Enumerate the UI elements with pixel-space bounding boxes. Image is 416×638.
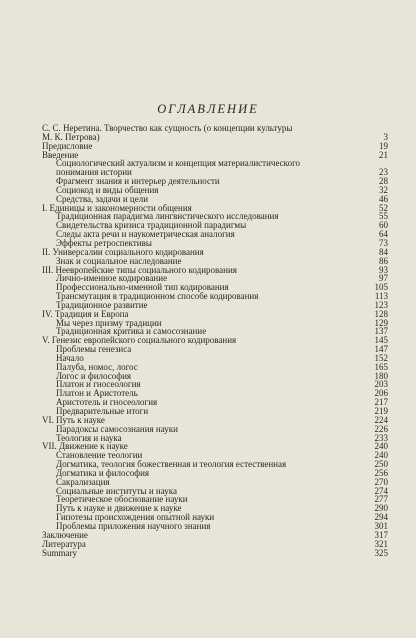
toc-entry-text: Мы через призму традиции bbox=[56, 317, 162, 328]
toc-entry-text: Введение bbox=[42, 149, 79, 160]
toc-entry-text: Заключение bbox=[42, 529, 88, 540]
toc-entry-text: Свидетельства кризиса традиционной парадигмы bbox=[56, 220, 247, 231]
toc-entry-text: Знак и социальное наследование bbox=[56, 255, 182, 266]
toc-entry-page: 240 bbox=[374, 450, 388, 461]
toc-entry-text: Социологический актуализм и концепция материалистического bbox=[56, 158, 301, 169]
toc-entry-page: 325 bbox=[374, 547, 388, 558]
toc-entry-page: 28 bbox=[379, 176, 388, 187]
toc-entry-text: Традиционное развитие bbox=[56, 299, 148, 310]
toc-entry-page: 294 bbox=[374, 512, 388, 523]
toc-entry-text: V. Генезис европейского социального кодирования bbox=[42, 335, 237, 346]
toc-entry bbox=[42, 531, 388, 540]
toc-entry-page: 250 bbox=[374, 459, 388, 470]
toc-entry-page: 224 bbox=[374, 414, 388, 425]
toc-entry-page: 60 bbox=[379, 220, 388, 231]
toc-entry-text: Summary bbox=[42, 547, 77, 558]
toc-entry-page: 147 bbox=[374, 344, 388, 355]
toc-entry-page: 19 bbox=[379, 140, 388, 151]
toc-entry-page: 203 bbox=[374, 379, 388, 390]
toc-entry-page: 86 bbox=[379, 255, 388, 266]
toc-entry-text: Лично-именное кодирование bbox=[56, 273, 168, 284]
toc-entry-page: 137 bbox=[374, 326, 388, 337]
toc-entry-text: Догматика, теология божественная и теология естественная bbox=[56, 459, 287, 470]
toc-entry-page: 152 bbox=[374, 352, 388, 363]
toc-entry-page: 145 bbox=[374, 335, 388, 346]
toc-entry-page: 256 bbox=[374, 467, 388, 478]
toc-entry-page: 105 bbox=[374, 282, 388, 293]
toc-entry-text: Средства, задачи и цели bbox=[56, 193, 149, 204]
toc-entry-text: I. Единицы и закономерности общения bbox=[42, 202, 192, 213]
toc-entry-text: III. Неевропейские типы социального кодирования bbox=[42, 264, 237, 275]
toc-entry-text: Проблемы приложения научного знания bbox=[56, 520, 211, 531]
toc-entry-text: М. К. Петрова) bbox=[42, 131, 100, 142]
toc-entry-text: VI. Путь к науке bbox=[42, 414, 105, 425]
toc-entry-page: 240 bbox=[374, 441, 388, 452]
toc-entry-page: 301 bbox=[374, 520, 388, 531]
toc-entry-text: Теоретическое обоснование науки bbox=[56, 494, 188, 505]
toc-entry-page: 270 bbox=[374, 476, 388, 487]
toc-entry-page: 290 bbox=[374, 503, 388, 514]
toc-entry-text: Профессионально-именной тип кодирования bbox=[56, 282, 229, 293]
toc-entry-text: Традиционная парадигма лингвистического исследования bbox=[56, 211, 279, 222]
toc-entry-page: 206 bbox=[374, 388, 388, 399]
toc-entry-page: 180 bbox=[374, 370, 388, 381]
toc-entry-text: Проблемы генезиса bbox=[56, 344, 132, 355]
toc-entry-text: Социальные институты и наука bbox=[56, 485, 177, 496]
toc-entry-page: 113 bbox=[374, 291, 388, 302]
toc-entry-page: 128 bbox=[374, 308, 388, 319]
toc-entry-page: 219 bbox=[374, 406, 388, 416]
toc-entry-page: 52 bbox=[379, 202, 388, 213]
page-title: ОГЛАВЛЕНИЕ bbox=[157, 102, 259, 116]
toc-entry-page: 217 bbox=[374, 397, 388, 408]
toc-entry-text: Фрагмент знания и интерьер деятельности bbox=[56, 176, 220, 187]
toc-entry-text: Традиционная критика и самосознание bbox=[56, 326, 207, 337]
toc-entry-text: Путь к науке и движение к науке bbox=[56, 503, 182, 514]
toc-entry-page: 73 bbox=[379, 237, 388, 248]
toc-entry-page: 23 bbox=[379, 167, 388, 178]
toc-entry-text: Теология и наука bbox=[56, 432, 122, 443]
toc-entry-page: 55 bbox=[379, 211, 388, 222]
toc-entry-page: 84 bbox=[379, 246, 388, 257]
toc-entry-text: Догматика и философия bbox=[56, 467, 150, 478]
toc-entry-text: Следы акта речи и наукометрическая аналогия bbox=[56, 229, 235, 240]
toc-entry-text: II. Универсалии социального кодирования bbox=[42, 246, 204, 257]
toc-entry-text: Сакрализация bbox=[56, 476, 110, 487]
toc-entry-text: Платон и гносеология bbox=[56, 379, 141, 390]
toc-entry-text: Аристотель и гносеология bbox=[56, 397, 158, 408]
toc-entry-text: Становление теологии bbox=[56, 450, 143, 461]
toc-entry-text: Начало bbox=[56, 352, 84, 363]
toc-entry bbox=[42, 549, 388, 558]
toc-entry-text: Трансмутация в традиционном способе кодирования bbox=[56, 291, 259, 302]
toc-entry-page: 317 bbox=[374, 529, 388, 540]
toc-entry-text: Палуба, номос, логос bbox=[56, 361, 138, 372]
toc-entry-page: 123 bbox=[374, 299, 388, 310]
toc-entry bbox=[42, 142, 388, 151]
toc-entry-page: 21 bbox=[379, 149, 388, 160]
toc-entry-text: VII. Движение к науке bbox=[42, 441, 128, 452]
toc-entry bbox=[42, 133, 388, 142]
toc-entry-page: 277 bbox=[374, 494, 388, 505]
toc-entry-text: Литература bbox=[42, 538, 86, 549]
toc-entry bbox=[42, 540, 388, 549]
toc-entry-page: 226 bbox=[374, 423, 388, 434]
toc-entry-page: 3 bbox=[383, 131, 388, 142]
toc-entry-page: 321 bbox=[374, 538, 388, 549]
toc-entry-text: Платон и Аристотель bbox=[56, 388, 138, 399]
toc-entry-page: 46 bbox=[379, 193, 388, 204]
toc-entry-text: IV. Традиция и Европа bbox=[42, 308, 129, 319]
toc-entry-page: 129 bbox=[374, 317, 388, 328]
toc-entry-page: 97 bbox=[379, 273, 388, 284]
toc-entry-text: Предварительные итоги bbox=[56, 406, 149, 416]
toc-entry bbox=[42, 345, 388, 354]
toc-entry bbox=[42, 522, 388, 531]
toc-entry-page: 233 bbox=[374, 432, 388, 443]
toc-entry-text: С. С. Неретина. Творчество как сущность (о концепции культуры bbox=[42, 123, 293, 133]
toc-entry-text: Социокод и виды общения bbox=[56, 184, 159, 195]
toc-entry-text: Парадоксы самосознания науки bbox=[56, 423, 178, 434]
table-of-contents bbox=[42, 124, 388, 557]
toc-entry-page: 32 bbox=[379, 184, 388, 195]
toc-entry-page: 274 bbox=[374, 485, 388, 496]
toc-entry-text: понимания истории bbox=[56, 167, 132, 178]
toc-entry-text: Гипотезы происхождения опытной науки bbox=[56, 512, 215, 523]
toc-entry-page: 93 bbox=[379, 264, 388, 275]
toc-entry-page: 64 bbox=[379, 229, 388, 240]
toc-entry-text: Эффекты ретроспективы bbox=[56, 237, 152, 248]
toc-entry-text: Логос и философия bbox=[56, 370, 132, 381]
toc-entry-text: Предисловие bbox=[42, 140, 93, 151]
toc-entry-page: 165 bbox=[374, 361, 388, 372]
